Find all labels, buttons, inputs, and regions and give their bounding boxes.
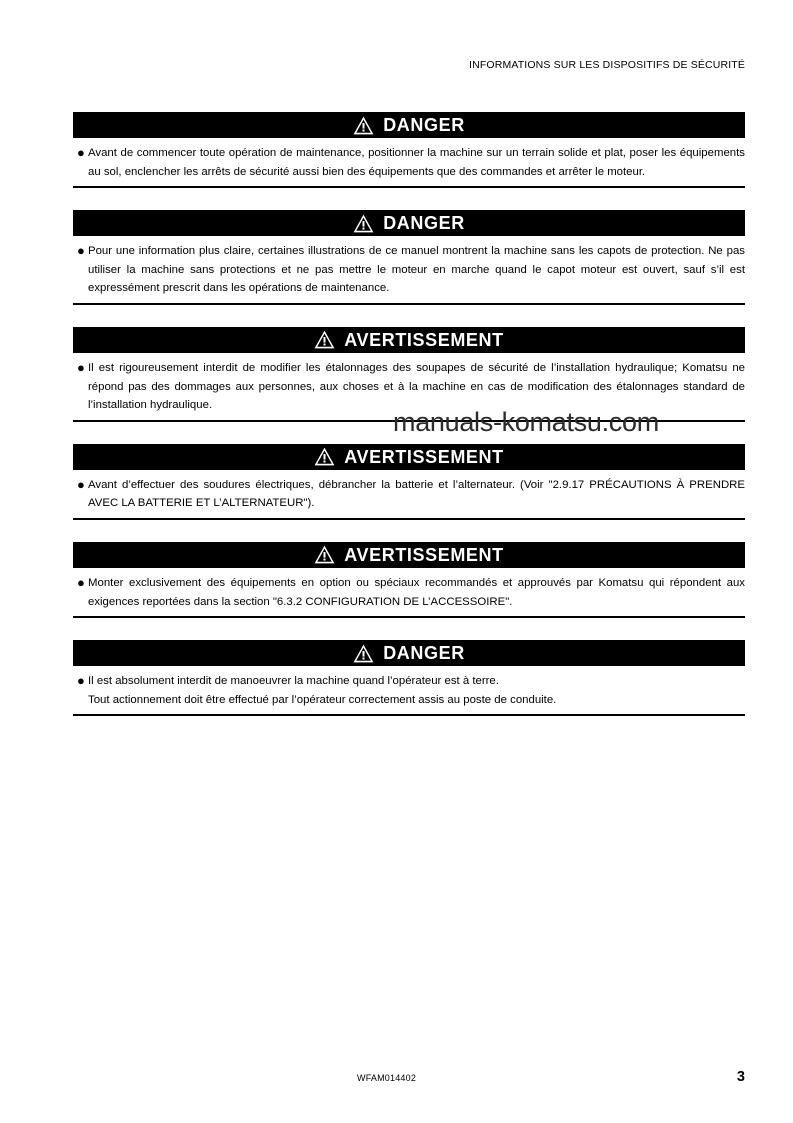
alert-line	[73, 359, 745, 415]
alert-divider	[73, 420, 745, 422]
alert-block	[73, 210, 745, 305]
alert-text: Il est absolument interdit de manoeuvrer la machine quand l’opérateur est à terre.	[88, 675, 499, 688]
alert-line	[73, 672, 745, 691]
alert-level-label: AVERTISSEMENT	[344, 544, 504, 565]
warning-triangle-icon	[314, 447, 335, 466]
alert-banner	[73, 640, 745, 666]
alert-block	[73, 444, 745, 520]
alert-block	[73, 112, 745, 188]
warning-triangle-icon	[314, 330, 335, 349]
footer-page-number: 3	[736, 1069, 745, 1085]
warning-triangle-icon	[314, 545, 335, 564]
alert-body	[73, 666, 745, 714]
alert-line	[73, 242, 745, 298]
alert-bullet-icon: ●	[77, 243, 85, 259]
alert-divider	[73, 186, 745, 188]
alert-level-label: DANGER	[383, 115, 465, 135]
alert-bullet-icon: ●	[77, 359, 85, 375]
alert-divider	[73, 518, 745, 520]
alert-bullet-icon: ●	[77, 476, 85, 492]
alert-body	[73, 568, 745, 616]
alert-level-label: AVERTISSEMENT	[344, 329, 504, 350]
alert-banner	[73, 327, 745, 353]
alert-text: Avant d’effectuer des soudures électriques, débrancher la batterie et l’alternateur. (Voir "2.9.17 PRÉCAUTIONS À PRENDRE AVEC LA BATTERIE ET L’ALTERNATEUR").	[88, 478, 745, 510]
alerts-container	[73, 112, 745, 716]
warning-triangle-icon	[353, 214, 374, 233]
alert-banner	[73, 542, 745, 568]
alert-text: Avant de commencer toute opération de maintenance, positionner la machine sur un terrain solide et plat, poser les équipements au sol, enclencher les arrêts de sécurité aussi bien des équipements que des commandes et arrêter le moteur.	[88, 147, 745, 178]
warning-triangle-icon	[353, 116, 374, 135]
warning-triangle-icon	[353, 644, 374, 663]
alert-block	[73, 640, 745, 716]
page-header-title: INFORMATIONS SUR LES DISPOSITIFS DE SÉCURITÉ	[469, 59, 745, 71]
alert-text: Il est rigoureusement interdit de modifier les étalonnages des soupapes de sécurité de l’installation hydraulique; Komatsu ne répond pas des dommages aux personnes, aux choses et à la machine en cas de modification des étalonnages standard de l’installation hydraulique.	[88, 361, 745, 412]
alert-body	[73, 236, 745, 303]
alert-line	[73, 476, 745, 513]
alert-line	[73, 144, 745, 181]
alert-block	[73, 542, 745, 618]
alert-divider	[73, 616, 745, 618]
alert-banner	[73, 210, 745, 236]
alert-text: Pour une information plus claire, certaines illustrations de ce manuel montrent la machine sans les capots de protection. Ne pas utiliser la machine sans protections et ne pas mettre le moteur en marche quand le capot moteur est ouvert, sauf s’il est expressément prescrit dans les opérations de maintenance.	[88, 245, 745, 295]
alert-block	[73, 327, 745, 422]
alert-divider	[73, 303, 745, 305]
alert-text: Monter exclusivement des équipements en option ou spéciaux recommandés et approuvés par Komatsu qui répondent aux exigences reportées dans la section "6.3.2 CONFIGURATION DE L’ACCESSOIRE".	[88, 576, 745, 608]
alert-body	[73, 353, 745, 420]
alert-body	[73, 470, 745, 518]
watermark: manuals-komatsu.com	[393, 407, 659, 437]
alert-banner	[73, 112, 745, 138]
alert-text: Tout actionnement doit être effectué par l’opérateur correctement assis au poste de conduite.	[88, 693, 557, 706]
alert-line	[73, 574, 745, 611]
footer-document-code: WFAM014402	[357, 1073, 417, 1083]
alert-bullet-icon: ●	[77, 574, 85, 590]
alert-bullet-icon: ●	[77, 673, 85, 689]
alert-level-label: DANGER	[383, 643, 465, 664]
alert-banner	[73, 444, 745, 470]
alert-body	[73, 138, 745, 186]
alert-level-label: AVERTISSEMENT	[344, 446, 504, 467]
alert-bullet-icon: ●	[77, 145, 85, 160]
alert-line	[73, 691, 745, 710]
alert-divider	[73, 714, 745, 716]
alert-level-label: DANGER	[383, 213, 465, 234]
